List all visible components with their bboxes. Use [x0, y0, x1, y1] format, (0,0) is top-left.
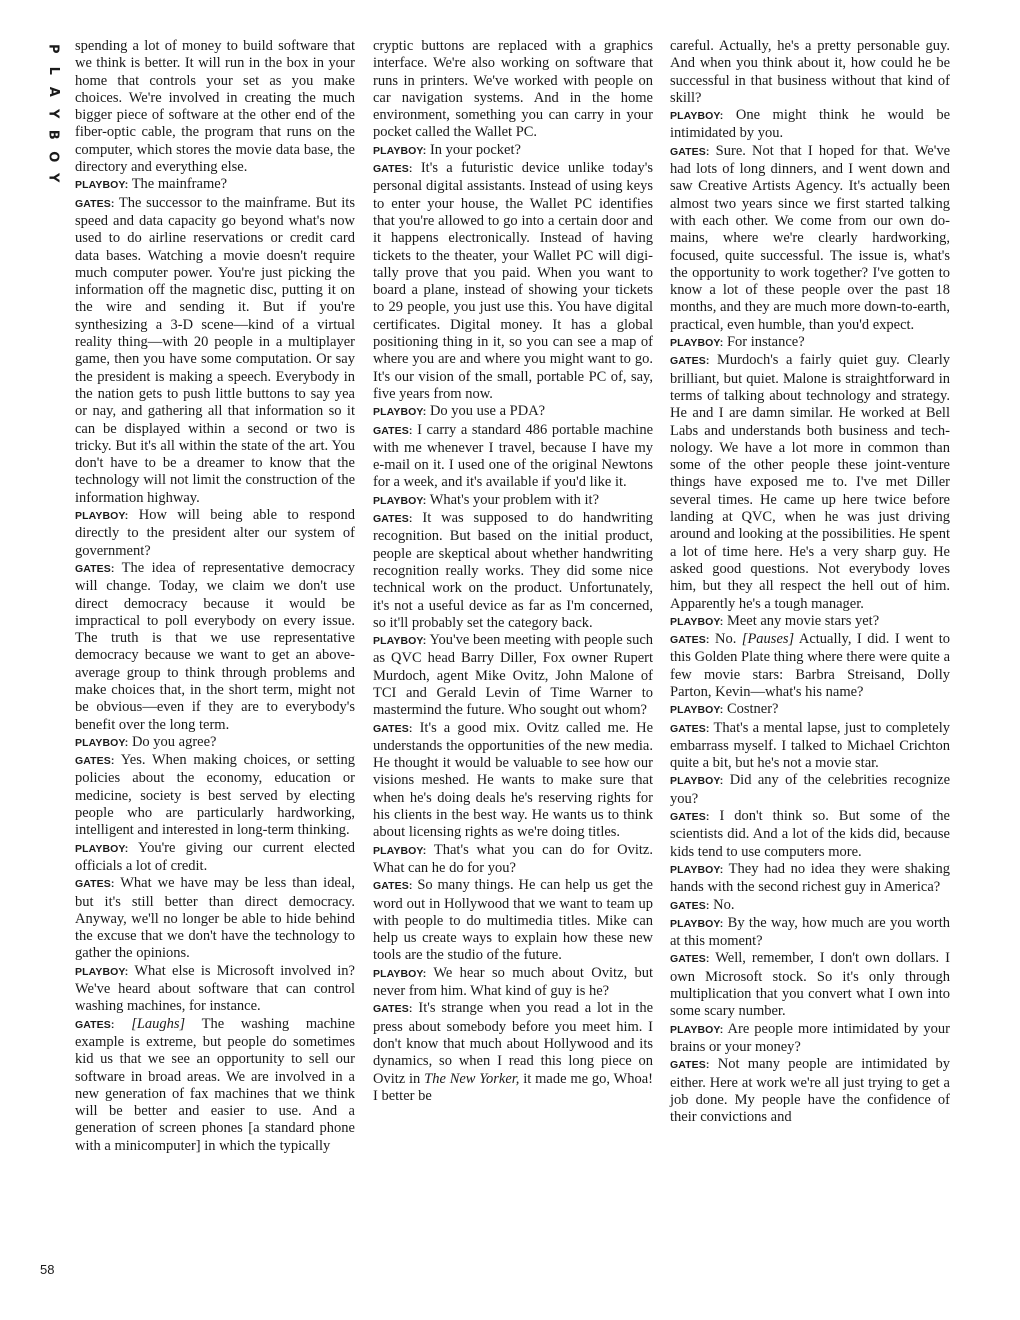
speaker-label: PLAYBOY: [373, 406, 427, 419]
text-column-1 [75, 38, 355, 1155]
interview-paragraph [75, 38, 355, 176]
speaker-label: PLAYBOY: [75, 179, 129, 192]
paragraph-text: So many things. He can help us get the word out in Hollywood that we want to team up with people to do multimedia titles. Mike can help us create ways to explain how these new tools are the studio of the future. [373, 877, 653, 964]
paragraph-text: Do you agree? [131, 733, 217, 750]
speaker-label: PLAYBOY: [75, 736, 129, 749]
interview-paragraph [670, 897, 950, 915]
speaker-label: PLAYBOY: [670, 863, 724, 876]
text-column-2 [373, 38, 653, 1105]
interview-paragraph [670, 334, 950, 352]
speaker-label: GATES: [670, 634, 710, 647]
interview-paragraph [373, 142, 653, 160]
interview-paragraph [373, 1000, 653, 1105]
interview-paragraph [670, 701, 950, 719]
paragraph-text: How will being able to respond directly to the president alter our system of government? [75, 507, 355, 559]
interview-paragraph [670, 352, 950, 612]
playboy-masthead [38, 38, 60, 189]
paragraph-text: Sure. Not that I hoped for that. We've had lots of long dinners, and I went down and saw Creative Artists Agency. It's actually been almost two years since we first started talking with each other. We come from our own domains, where we're clearly hardworking, focused, quite successful. The issue is, what's the opportunity to work together? I've gotten to know a lot of these people over the past 18 months, and they are much more down-to-earth, practical, even humble, than you'd expect. [670, 142, 951, 333]
speaker-label: GATES: [670, 145, 710, 158]
speaker-label: GATES: [75, 878, 115, 891]
paragraph-text: I don't think so. But some of the scientists did. And a lot of the kids did, because kids tend to use computers more. [670, 808, 950, 860]
interview-paragraph [75, 560, 355, 734]
paragraph-text: It's strange when you read a lot in the press about somebody before you meet him. I don't know that much about Hollywood and its dynamics, so when I read this long piece on Ovitz in [373, 1000, 654, 1087]
paragraph-text: Do you use a PDA? [429, 403, 546, 420]
interview-paragraph [670, 720, 950, 773]
interview-paragraph [373, 720, 653, 842]
paragraph-text: Are people more intimidated by your brains or your money? [670, 1020, 950, 1055]
paragraph-text: Murdoch's a fairly quiet guy. Clearly brilliant, but quiet. Malone is straightforward in terms of talking about technology and strategy. He and I are damn similar. He worked at Bell Labs and understands both business and technology. We have a lot more in common than some of the other people these joint-venture things have exposed me to. I've met Diller several times. He came up here twice before landing at QVC, when he was just driving around and looking at the possibilities. He spent a lot of time here. He's a very sharp guy. He asked good questions. Not everybody loves him, but they all respect the hell out of him. Apparently he's a tough manager. [670, 352, 951, 612]
interview-paragraph [670, 915, 950, 951]
speaker-label: GATES: [75, 197, 115, 210]
speaker-label: GATES: [75, 562, 115, 575]
paragraph-text: No. [713, 896, 735, 913]
speaker-label: PLAYBOY: [670, 337, 724, 350]
speaker-label: PLAYBOY: [373, 494, 427, 507]
paragraph-text: That's a mental lapse, just to completely embarrass myself. I talked to Michael Crichton quite a bit, but he's not a movie star. [670, 719, 950, 772]
paragraph-text: We hear so much about Ovitz, but never from him. What kind of guy is he? [373, 964, 653, 1000]
speaker-label: GATES: [373, 513, 413, 526]
interview-paragraph [670, 772, 950, 808]
page-number: 58 [40, 1262, 55, 1277]
stage-direction: [Laughs] [131, 1015, 186, 1032]
speaker-label: PLAYBOY: [75, 965, 129, 978]
paragraph-text: It was supposed to do handwriting recognition. But based on the initial product, people are skeptical about whether handwriting recognition really works. They did some nice technical work on the product. Unfortunately, it's not a useful device as far as I'm concerned, so it'll probably set the category back. [373, 510, 654, 631]
paragraph-text: You've been meeting with people such as QVC head Barry Diller, Fox owner Rupert Murdoch, agent Mike Ovitz, John Malone of TCI and Gerald Levin of Time Warner to mastermind the future. Who sought out whom? [373, 632, 653, 719]
interview-paragraph [75, 1016, 355, 1155]
paragraph-text: One might think he would be intimidated by you. [670, 107, 951, 142]
speaker-label: PLAYBOY: [373, 844, 427, 857]
paragraph-text: Meet any movie stars yet? [726, 612, 880, 629]
interview-paragraph [670, 143, 950, 334]
interview-paragraph [670, 1021, 950, 1057]
paragraph-text: That's what you can do for Ovitz. What can he do for you? [373, 841, 653, 876]
paragraph-text: Yes. When making choices, or setting policies about the economy, education or medicine, society is best served by electing people who are particularly hardworking, intelligent and interested in long-term thinking. [75, 752, 355, 839]
interview-paragraph [373, 842, 653, 878]
interview-paragraph [670, 861, 950, 897]
speaker-label: PLAYBOY: [670, 775, 724, 788]
interview-paragraph [670, 631, 950, 701]
speaker-label: GATES: [670, 811, 710, 824]
speaker-label: PLAYBOY: [670, 615, 724, 628]
paragraph-text: Actually, I did. I went to this Golden Plate thing where there were quite a few movie stars: Barbra Streisand, Dolly Parton, Kevin—what's his name? [670, 631, 951, 700]
speaker-label: PLAYBOY: [75, 510, 129, 523]
interview-paragraph [373, 422, 653, 492]
speaker-label: GATES: [670, 722, 710, 735]
masthead-letter: L [45, 66, 61, 75]
paragraph-text: spending a lot of money to build software that we think is better. It will run in the box in your home that controls your set as you make choices. We're involved in creating the much bigger piece of software at the other end of the fiber-optic cable, the program that runs on the computer, which stores the movie data base, the directory and everything else. [75, 38, 355, 176]
speaker-label: GATES: [670, 355, 710, 368]
speaker-label: PLAYBOY: [373, 144, 427, 157]
masthead-letter: O [45, 150, 61, 162]
speaker-label: PLAYBOY: [670, 1023, 724, 1036]
interview-paragraph [373, 510, 653, 632]
paragraph-text: What's your problem with it? [429, 491, 600, 508]
paragraph-text: The washing machine example is extreme, but people do sometimes kid us that we see an opportunity to sell our software in broad areas. We are involved in a new generation of fax machines that we think will be better and easier to use. And a generation of screen phones [a standard phone with a minicomputer] in which the typically [75, 1015, 355, 1154]
speaker-label: GATES: [373, 880, 413, 893]
interview-paragraph [373, 403, 653, 421]
italic-text: [Pauses] [741, 631, 795, 648]
speaker-label: GATES: [373, 722, 413, 735]
speaker-label: GATES: [670, 1059, 710, 1072]
paragraph-text: The successor to the mainframe. But its speed and data capacity go beyond what's now used to do airline reservations or credit card data bases. Watching a movie doesn't require much computer power. You're just picking the information off the magnetic disc, putting it on the wire and sending it. But if you're synthesizing a 3-D scene—kind of a virtual reality thing—with 20 people in a multiplayer game, then you have some computation. Or say the president is making a speech. Everybody in the nation gets to push little buttons to say yea or nay, and gathering all that information so it can be displayed within a second or two is tricky. But it's all within the state of the art. You don't have to be a dreamer to know that the technology will not limit the construction of the information highway. [75, 194, 355, 506]
interview-paragraph [75, 875, 355, 962]
paragraph-text: No. [714, 631, 737, 648]
paragraph-text: cryptic buttons are replaced with a graphics interface. We're also working on software that runs in printers. We've worked with people on car navigation systems. And in the home environment, something you can carry in your pocket called the Wallet PC. [373, 38, 653, 141]
interview-paragraph [75, 752, 355, 839]
paragraph-text: I carry a standard 486 portable machine with me whenever I travel, because I have my e-mail on it. I used one of the original Newtons for a week, and it's available if you'd like it. [373, 421, 654, 491]
paragraph-text: For instance? [726, 334, 805, 351]
paragraph-text: The idea of representative democracy will change. Today, we claim we don't use direct democracy because it would be impractical to poll everybody on every issue. The truth is that we use representative democracy because we want to get an above-average group to think through problems and make choices that, in the short term, might not be obvious—even if they are to everybody's benefit over the long term. [75, 559, 355, 733]
masthead-letter: Y [45, 108, 61, 118]
paragraph-text: it made me go, Whoa! I better be [373, 1070, 653, 1104]
interview-paragraph [670, 808, 950, 861]
speaker-label: GATES: [373, 1003, 413, 1016]
interview-paragraph [373, 38, 653, 142]
interview-paragraph [670, 1056, 950, 1126]
interview-paragraph [75, 176, 355, 194]
interview-paragraph [373, 965, 653, 1001]
speaker-label: PLAYBOY: [75, 842, 129, 855]
paragraph-text: Did any of the celebrities recognize you? [670, 772, 950, 807]
speaker-label: GATES: [75, 1018, 115, 1031]
interview-paragraph [75, 507, 355, 560]
speaker-label: GATES: [373, 424, 413, 437]
interview-paragraph [373, 492, 653, 510]
speaker-label: PLAYBOY: [670, 110, 724, 123]
interview-paragraph [373, 877, 653, 964]
interview-paragraph [670, 950, 950, 1020]
interview-paragraph [670, 38, 950, 107]
masthead-letter: B [45, 129, 61, 140]
paragraph-text: It's a good mix. Ovitz called me. He understands the opportunities of the new media. He thought it would be valuable to see how our visions meshed. He wants to make sure that when he's doing deals he's reserving rights for his clients in the best way. He wants us to think about licensing rights as we're doing titles. [373, 719, 654, 841]
interview-paragraph [75, 734, 355, 752]
masthead-letter: P [45, 43, 61, 54]
paragraph-text: careful. Actually, he's a pretty personable guy. And when you think about it, how could he be successful in that business without that kind of skill? [670, 38, 950, 106]
paragraph-text: They had no idea they were shaking hands with the second richest guy in America? [670, 860, 950, 896]
speaker-label: PLAYBOY: [670, 917, 724, 930]
masthead-letter: A [45, 86, 61, 97]
masthead-letter: Y [45, 173, 61, 183]
paragraph-text: Not many people are intimidated by either. Here at work we're all just trying to get a job done. My people have the confidence of their convictions and [670, 1056, 951, 1126]
interview-paragraph [670, 613, 950, 631]
paragraph-text: The mainframe? [131, 176, 228, 193]
paragraph-text: In your pocket? [429, 141, 521, 158]
paragraph-text: You're giving our current elected officials a lot of credit. [75, 839, 355, 874]
interview-paragraph [75, 963, 355, 1016]
speaker-label: PLAYBOY: [373, 635, 427, 648]
italic-text: The New Yorker, [424, 1070, 520, 1087]
speaker-label: GATES: [670, 899, 710, 912]
paragraph-text: What else is Microsoft involved in? We've heard about software that can control washing machines, for instance. [75, 962, 355, 1015]
speaker-label: PLAYBOY: [373, 967, 427, 980]
speaker-label: PLAYBOY: [670, 704, 724, 717]
interview-paragraph [75, 195, 355, 507]
interview-paragraph [670, 107, 950, 143]
paragraph-text: What we have may be less than ideal, but it's still better than direct democracy. Anyway, we'll no longer be able to hide behind the excuse that we don't have the technology to gather the opinions. [75, 875, 355, 962]
interview-paragraph [75, 840, 355, 876]
speaker-label: GATES: [75, 755, 115, 768]
speaker-label: GATES: [373, 163, 413, 176]
text-column-3 [670, 38, 950, 1126]
paragraph-text: By the way, how much are you worth at this moment? [670, 914, 950, 950]
interview-paragraph [373, 160, 653, 403]
speaker-label: GATES: [670, 953, 710, 966]
paragraph-text: Well, remember, I don't own dollars. I own Microsoft stock. So it's only through multiplication that you convert what I own into some scary number. [670, 950, 950, 1020]
interview-paragraph [373, 632, 653, 719]
paragraph-text: It's a futuristic device unlike today's personal digital assistants. Instead of using keys to enter your house, the Wallet PC identifies that you're allowed to go into a certain door and it happens electronically. Instead of having tickets to the theater, your Wallet PC will digitally prove that you paid. When you want to board a plane, instead of showing your tickets to 29 people, you just use this. You have digital certificates. Digital money. It has a global positioning thing in it, so you can see a map of where you are and where you might want to go. It's our vision of the small, portable PC of, say, five years from now. [373, 160, 653, 402]
paragraph-text: Costner? [726, 701, 779, 718]
